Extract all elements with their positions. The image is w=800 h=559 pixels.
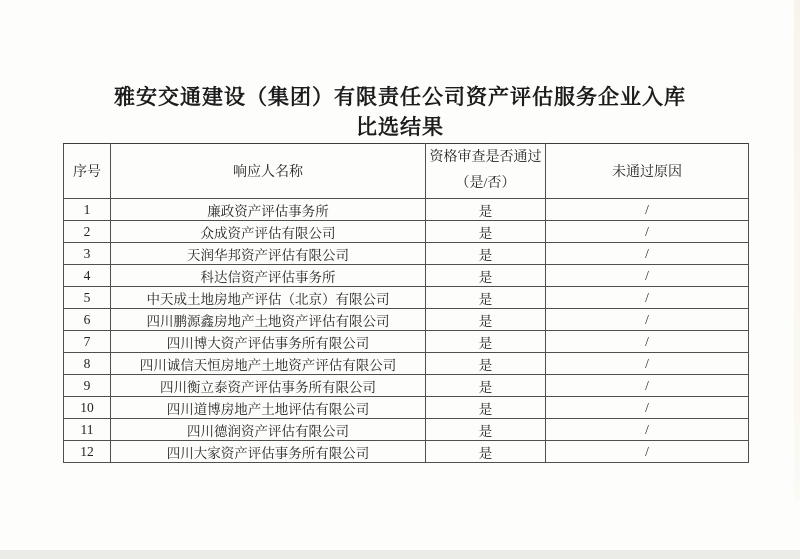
title-line-1: 雅安交通建设（集团）有限责任公司资产评估服务企业入库	[114, 85, 686, 109]
reason-cell: /	[546, 287, 749, 309]
name-cell: 四川博大资产评估事务所有限公司	[111, 331, 426, 353]
table-row	[64, 397, 749, 419]
name-cell: 四川衡立泰资产评估事务所有限公司	[111, 375, 426, 397]
name-cell: 众成资产评估有限公司	[111, 221, 426, 243]
name-cell: 廉政资产评估事务所	[111, 199, 426, 221]
reason-cell: /	[546, 331, 749, 353]
serial-cell: 3	[64, 243, 111, 265]
passed-cell: 是	[426, 287, 546, 309]
passed-cell: 是	[426, 199, 546, 221]
name-cell: 四川鹏源鑫房地产土地资产评估有限公司	[111, 309, 426, 331]
reason-cell: /	[546, 199, 749, 221]
table-row	[64, 309, 749, 331]
name-cell: 四川道博房地产土地评估有限公司	[111, 397, 426, 419]
passed-cell: 是	[426, 265, 546, 287]
col-header-qualification-line2: （是/否）	[455, 176, 516, 191]
passed-cell: 是	[426, 221, 546, 243]
passed-cell: 是	[426, 375, 546, 397]
reason-cell: /	[546, 309, 749, 331]
passed-cell: 是	[426, 397, 546, 419]
reason-cell: /	[546, 441, 749, 463]
document-title	[0, 82, 800, 142]
passed-cell: 是	[426, 243, 546, 265]
table-row	[64, 265, 749, 287]
table-row	[64, 353, 749, 375]
passed-cell: 是	[426, 441, 546, 463]
serial-cell: 6	[64, 309, 111, 331]
serial-cell: 8	[64, 353, 111, 375]
title-line-2: 比选结果	[356, 115, 444, 139]
col-header-respondent: 响应人名称	[111, 144, 426, 199]
col-header-reason: 未通过原因	[546, 144, 749, 199]
serial-cell: 5	[64, 287, 111, 309]
serial-cell: 10	[64, 397, 111, 419]
table-row	[64, 375, 749, 397]
results-table	[63, 143, 749, 463]
col-header-qualification-line1: 资格审查是否通过	[429, 150, 542, 165]
name-cell: 中天成土地房地产评估（北京）有限公司	[111, 287, 426, 309]
reason-cell: /	[546, 265, 749, 287]
reason-cell: /	[546, 375, 749, 397]
serial-cell: 4	[64, 265, 111, 287]
serial-cell: 1	[64, 199, 111, 221]
table-row	[64, 419, 749, 441]
reason-cell: /	[546, 243, 749, 265]
reason-cell: /	[546, 353, 749, 375]
col-header-serial: 序号	[64, 144, 111, 199]
passed-cell: 是	[426, 331, 546, 353]
passed-cell: 是	[426, 309, 546, 331]
serial-cell: 9	[64, 375, 111, 397]
serial-cell: 2	[64, 221, 111, 243]
scan-artifact-right-edge	[794, 0, 800, 500]
table-row	[64, 287, 749, 309]
name-cell: 四川大家资产评估事务所有限公司	[111, 441, 426, 463]
serial-cell: 11	[64, 419, 111, 441]
reason-cell: /	[546, 397, 749, 419]
table-row	[64, 331, 749, 353]
reason-cell: /	[546, 221, 749, 243]
scan-artifact-bottom-strip	[0, 550, 800, 559]
reason-cell: /	[546, 419, 749, 441]
table-row	[64, 441, 749, 463]
col-header-qualification	[426, 144, 546, 199]
name-cell: 四川诚信天恒房地产土地资产评估有限公司	[111, 353, 426, 375]
serial-cell: 7	[64, 331, 111, 353]
table-row	[64, 199, 749, 221]
passed-cell: 是	[426, 419, 546, 441]
serial-cell: 12	[64, 441, 111, 463]
header-row	[64, 144, 749, 199]
table-row	[64, 243, 749, 265]
table-row	[64, 221, 749, 243]
name-cell: 四川德润资产评估有限公司	[111, 419, 426, 441]
passed-cell: 是	[426, 353, 546, 375]
name-cell: 天润华邦资产评估有限公司	[111, 243, 426, 265]
name-cell: 科达信资产评估事务所	[111, 265, 426, 287]
